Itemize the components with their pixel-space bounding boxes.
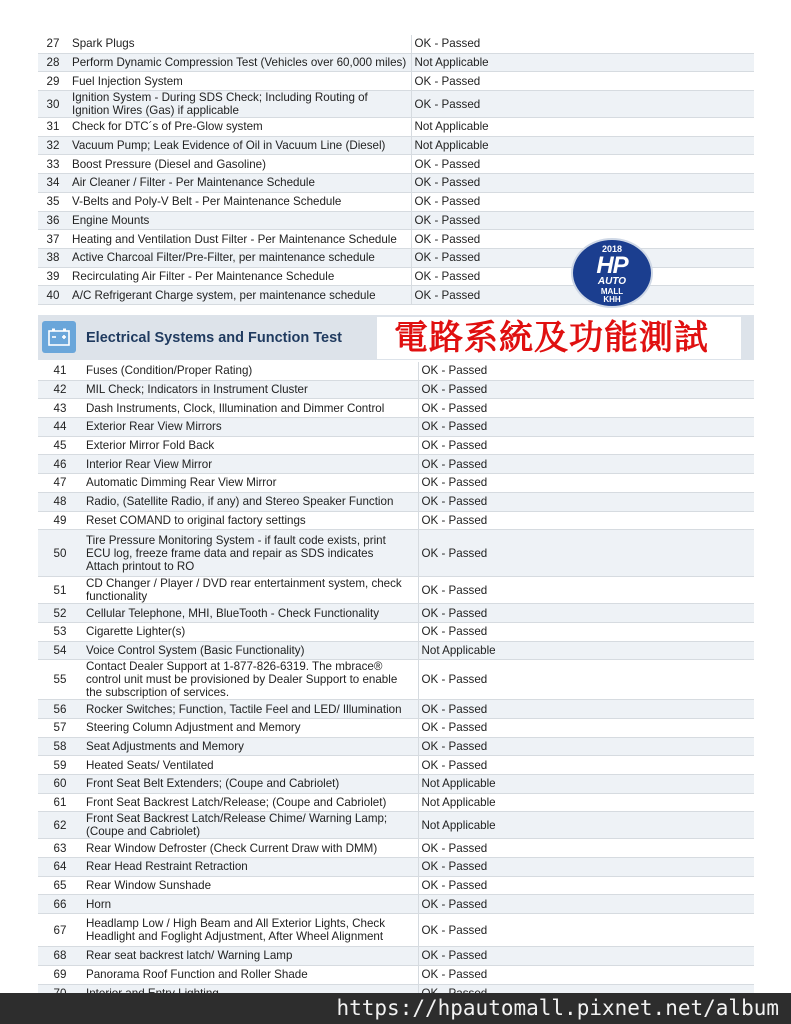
table-row (38, 622, 754, 641)
row-status: OK - Passed (418, 660, 754, 700)
row-status: OK - Passed (418, 947, 754, 966)
table-row (38, 492, 754, 511)
table-row (38, 718, 754, 737)
row-status: OK - Passed (418, 737, 754, 756)
table-row (38, 155, 754, 174)
row-number: 44 (38, 418, 82, 437)
row-status: OK - Passed (418, 455, 754, 474)
row-item: Radio, (Satellite Radio, if any) and Stereo Speaker Function (82, 492, 418, 511)
row-number: 61 (38, 793, 82, 812)
hp-automall-logo (571, 238, 653, 308)
row-number: 43 (38, 399, 82, 418)
row-number: 52 (38, 604, 82, 623)
row-number: 66 (38, 895, 82, 914)
row-number: 41 (38, 362, 82, 380)
row-status: Not Applicable (411, 118, 754, 137)
checklist-table (38, 362, 754, 1003)
row-status: OK - Passed (411, 286, 754, 305)
row-status: OK - Passed (418, 965, 754, 984)
table-row (38, 53, 754, 72)
row-item: Recirculating Air Filter - Per Maintenance Schedule (68, 267, 411, 286)
row-item: Rear Window Defroster (Check Current Draw with DMM) (82, 839, 418, 858)
row-item: Steering Column Adjustment and Memory (82, 718, 418, 737)
row-status: OK - Passed (418, 895, 754, 914)
table-row (38, 812, 754, 839)
logo-line3: KHH (603, 295, 621, 304)
row-item: Boost Pressure (Diesel and Gasoline) (68, 155, 411, 174)
row-number: 51 (38, 577, 82, 604)
row-number: 32 (38, 136, 68, 155)
row-item: Contact Dealer Support at 1-877-826-6319. The mbrace® control unit must be provisioned by Dealer Support to enable the subscription of services. (82, 660, 418, 700)
row-status: OK - Passed (418, 380, 754, 399)
row-status: OK - Passed (418, 756, 754, 775)
row-item: Exterior Rear View Mirrors (82, 418, 418, 437)
row-item: Perform Dynamic Compression Test (Vehicles over 60,000 miles) (68, 53, 411, 72)
row-number: 42 (38, 380, 82, 399)
row-item: Rear Head Restraint Retraction (82, 858, 418, 877)
row-item: Horn (82, 895, 418, 914)
row-item: Fuel Injection System (68, 72, 411, 91)
row-item: Front Seat Backrest Latch/Release Chime/ Warning Lamp; (Coupe and Cabriolet) (82, 812, 418, 839)
row-number: 64 (38, 858, 82, 877)
row-number: 63 (38, 839, 82, 858)
table-row (38, 211, 754, 230)
row-number: 47 (38, 474, 82, 493)
row-item: A/C Refrigerant Charge system, per maintenance schedule (68, 286, 411, 305)
row-status: OK - Passed (411, 174, 754, 193)
table-row (38, 35, 754, 53)
row-item: Cellular Telephone, MHI, BlueTooth - Check Functionality (82, 604, 418, 623)
row-number: 36 (38, 211, 68, 230)
table-row (38, 192, 754, 211)
section-title: Electrical Systems and Function Test (86, 330, 342, 346)
row-number: 65 (38, 876, 82, 895)
row-number: 60 (38, 775, 82, 794)
row-number: 67 (38, 914, 82, 947)
table-row (38, 436, 754, 455)
table-row (38, 965, 754, 984)
row-item: Voice Control System (Basic Functionality) (82, 641, 418, 660)
row-status: OK - Passed (418, 622, 754, 641)
row-item: Panorama Roof Function and Roller Shade (82, 965, 418, 984)
table-row (38, 775, 754, 794)
row-number: 40 (38, 286, 68, 305)
row-number: 46 (38, 455, 82, 474)
row-number: 50 (38, 530, 82, 577)
row-number: 34 (38, 174, 68, 193)
row-number: 56 (38, 700, 82, 719)
row-number: 28 (38, 53, 68, 72)
row-status: OK - Passed (411, 155, 754, 174)
table-row (38, 174, 754, 193)
row-item: Seat Adjustments and Memory (82, 737, 418, 756)
row-status: OK - Passed (411, 35, 754, 53)
row-item: Heating and Ventilation Dust Filter - Per Maintenance Schedule (68, 230, 411, 249)
table-row (38, 577, 754, 604)
table-row (38, 380, 754, 399)
table-row (38, 604, 754, 623)
table-row (38, 839, 754, 858)
table-row (38, 399, 754, 418)
table-row (38, 362, 754, 380)
row-number: 31 (38, 118, 68, 137)
row-status: OK - Passed (411, 192, 754, 211)
row-item: MIL Check; Indicators in Instrument Cluster (82, 380, 418, 399)
row-number: 49 (38, 511, 82, 530)
logo-year: 2018 (601, 244, 623, 254)
row-status: OK - Passed (418, 858, 754, 877)
row-item: Tire Pressure Monitoring System - if fault code exists, print ECU log, freeze frame data and repair as SDS indicates Attach printout to RO (82, 530, 418, 577)
section-title-cjk: 電路系統及功能測試 (394, 318, 709, 358)
row-number: 38 (38, 248, 68, 267)
row-status: OK - Passed (411, 72, 754, 91)
row-number: 35 (38, 192, 68, 211)
row-item: Air Cleaner / Filter - Per Maintenance Schedule (68, 174, 411, 193)
row-item: Check for DTC´s of Pre-Glow system (68, 118, 411, 137)
row-item: Cigarette Lighter(s) (82, 622, 418, 641)
table-row (38, 947, 754, 966)
row-status: OK - Passed (411, 211, 754, 230)
row-status: OK - Passed (411, 267, 754, 286)
table-row (38, 474, 754, 493)
row-status: OK - Passed (418, 577, 754, 604)
row-status: OK - Passed (418, 418, 754, 437)
row-item: Spark Plugs (68, 35, 411, 53)
row-status: OK - Passed (418, 876, 754, 895)
table-row (38, 530, 754, 577)
table-row (38, 136, 754, 155)
table-row (38, 511, 754, 530)
table-row (38, 455, 754, 474)
row-status: OK - Passed (418, 839, 754, 858)
row-item: Headlamp Low / High Beam and All Exterior Lights, Check Headlight and Foglight Adjustment, After Wheel Alignment (82, 914, 418, 947)
table-row (38, 641, 754, 660)
row-item: Front Seat Belt Extenders; (Coupe and Cabriolet) (82, 775, 418, 794)
row-status: OK - Passed (418, 399, 754, 418)
row-item: Engine Mounts (68, 211, 411, 230)
row-number: 29 (38, 72, 68, 91)
row-status: OK - Passed (418, 700, 754, 719)
battery-icon (42, 321, 76, 353)
row-number: 48 (38, 492, 82, 511)
watermark-url: https://hpautomall.pixnet.net/album (336, 996, 779, 1020)
row-item: Fuses (Condition/Proper Rating) (82, 362, 418, 380)
table-row (38, 914, 754, 947)
row-status: OK - Passed (418, 492, 754, 511)
row-item: Dash Instruments, Clock, Illumination and Dimmer Control (82, 399, 418, 418)
row-status: Not Applicable (411, 53, 754, 72)
table-row (38, 700, 754, 719)
row-number: 58 (38, 737, 82, 756)
watermark-bar (0, 993, 791, 1024)
row-status: OK - Passed (411, 248, 754, 267)
row-item: Active Charcoal Filter/Pre-Filter, per maintenance schedule (68, 248, 411, 267)
row-item: V-Belts and Poly-V Belt - Per Maintenance Schedule (68, 192, 411, 211)
inspection-table-electrical (38, 362, 754, 1003)
row-status: OK - Passed (411, 230, 754, 249)
row-number: 54 (38, 641, 82, 660)
row-item: Rear Window Sunshade (82, 876, 418, 895)
row-number: 27 (38, 35, 68, 53)
row-status: OK - Passed (418, 436, 754, 455)
logo-line2: MALL (600, 287, 624, 296)
table-row (38, 793, 754, 812)
row-item: Reset COMAND to original factory settings (82, 511, 418, 530)
row-item: Front Seat Backrest Latch/Release; (Coupe and Cabriolet) (82, 793, 418, 812)
row-status: Not Applicable (418, 641, 754, 660)
row-number: 69 (38, 965, 82, 984)
table-row (38, 72, 754, 91)
logo-brand: HP (596, 252, 628, 279)
row-item: Automatic Dimming Rear View Mirror (82, 474, 418, 493)
row-status: OK - Passed (418, 530, 754, 577)
table-row (38, 876, 754, 895)
row-status: OK - Passed (418, 718, 754, 737)
row-item: Interior Rear View Mirror (82, 455, 418, 474)
row-item: CD Changer / Player / DVD rear entertainment system, check functionality (82, 577, 418, 604)
table-row (38, 756, 754, 775)
row-number: 62 (38, 812, 82, 839)
row-item: Vacuum Pump; Leak Evidence of Oil in Vacuum Line (Diesel) (68, 136, 411, 155)
row-status: Not Applicable (418, 775, 754, 794)
row-item: Heated Seats/ Ventilated (82, 756, 418, 775)
row-number: 55 (38, 660, 82, 700)
table-row (38, 91, 754, 118)
row-number: 53 (38, 622, 82, 641)
row-status: Not Applicable (411, 136, 754, 155)
row-number: 39 (38, 267, 68, 286)
row-status: Not Applicable (418, 793, 754, 812)
row-number: 59 (38, 756, 82, 775)
row-item: Rear seat backrest latch/ Warning Lamp (82, 947, 418, 966)
row-status: Not Applicable (418, 812, 754, 839)
row-item: Ignition System - During SDS Check; Including Routing of Ignition Wires (Gas) if applicable (68, 91, 411, 118)
row-number: 37 (38, 230, 68, 249)
table-row (38, 660, 754, 700)
row-number: 45 (38, 436, 82, 455)
table-row (38, 418, 754, 437)
row-status: OK - Passed (418, 604, 754, 623)
logo-line1: AUTO (597, 276, 627, 287)
row-number: 33 (38, 155, 68, 174)
row-item: Exterior Mirror Fold Back (82, 436, 418, 455)
table-row (38, 858, 754, 877)
row-status: OK - Passed (418, 362, 754, 380)
table-row (38, 737, 754, 756)
section-header-electrical (38, 315, 754, 360)
row-number: 68 (38, 947, 82, 966)
table-row (38, 118, 754, 137)
table-row (38, 895, 754, 914)
row-status: OK - Passed (418, 474, 754, 493)
row-status: OK - Passed (411, 91, 754, 118)
row-number: 57 (38, 718, 82, 737)
row-status: OK - Passed (418, 914, 754, 947)
row-item: Rocker Switches; Function, Tactile Feel and LED/ Illumination (82, 700, 418, 719)
row-number: 30 (38, 91, 68, 118)
row-status: OK - Passed (418, 511, 754, 530)
